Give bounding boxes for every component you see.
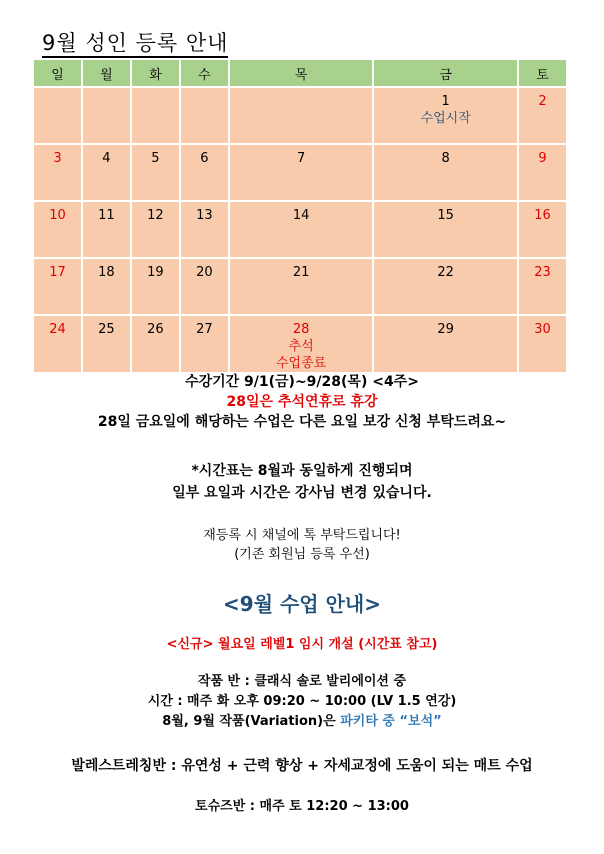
calendar-week-row	[34, 202, 566, 257]
calendar-day-cell	[230, 259, 373, 314]
work-line-1: 작품 반 : 클래식 솔로 발리에이션 중	[197, 674, 407, 689]
registration-line-2: (기존 회원님 등록 우선)	[234, 547, 370, 562]
day-number: 17	[49, 265, 66, 280]
calendar-day-cell	[374, 259, 517, 314]
calendar-day-cell	[374, 88, 517, 143]
weekday-header: 목	[230, 60, 373, 86]
class-info-heading: <9월 수업 안내>	[223, 592, 381, 616]
work-line-2: 시간 : 매주 화 오후 09:20 ~ 10:00 (LV 1.5 연강)	[147, 694, 457, 709]
day-number: 25	[98, 322, 115, 337]
calendar-day-cell	[519, 316, 566, 372]
calendar-day-cell	[34, 145, 81, 200]
day-number: 9	[538, 151, 547, 166]
calendar-day-cell	[181, 316, 228, 372]
weekday-header: 금	[374, 60, 517, 86]
calendar-week-row	[34, 145, 566, 200]
calendar-body	[34, 88, 566, 372]
registration-note	[0, 526, 604, 564]
makeup-text: 28일 금요일에 해당하는 수업은 다른 요일 보강 신청 부탁드려요~	[97, 414, 507, 430]
calendar-day-cell	[181, 259, 228, 314]
day-number: 6	[200, 151, 209, 166]
calendar-day-cell	[83, 88, 130, 143]
stretch-class-text: 발레스트레칭반 : 유연성 + 근력 향상 + 자세교정에 도움이 되는 매트 수업	[71, 758, 533, 774]
day-number: 5	[151, 151, 160, 166]
weekday-header: 월	[83, 60, 130, 86]
calendar-day-cell	[181, 145, 228, 200]
weekday-header: 화	[132, 60, 179, 86]
calendar-week-row	[34, 88, 566, 143]
new-class-text: <신규> 월요일 레벨1 임시 개설 (시간표 참고)	[166, 637, 438, 652]
schedule-line-1: *시간표는 8월과 동일하게 진행되며	[191, 463, 413, 479]
work-class-block	[0, 672, 604, 732]
work-line-3	[0, 712, 604, 732]
day-note: 추석	[288, 339, 314, 354]
calendar-day-cell	[132, 259, 179, 314]
day-number: 24	[49, 322, 66, 337]
calendar-day-cell	[519, 202, 566, 257]
day-number: 3	[53, 151, 62, 166]
calendar-day-cell	[34, 88, 81, 143]
day-number: 13	[196, 208, 213, 223]
holiday-text: 28일은 추석연휴로 휴강	[226, 394, 378, 410]
day-number: 26	[147, 322, 164, 337]
day-number: 21	[292, 265, 310, 280]
day-number: 30	[534, 322, 551, 337]
day-number: 18	[98, 265, 115, 280]
calendar-week-row	[34, 316, 566, 372]
day-number: 4	[102, 151, 111, 166]
notice-block	[0, 372, 604, 432]
toe-class-text: 토슈즈반 : 매주 토 12:20 ~ 13:00	[195, 799, 409, 814]
day-number: 15	[437, 208, 454, 223]
calendar-day-cell	[83, 259, 130, 314]
calendar-day-cell	[132, 316, 179, 372]
day-number: 8	[441, 151, 450, 166]
day-number: 19	[147, 265, 164, 280]
calendar-day-cell	[374, 202, 517, 257]
calendar-day-cell	[374, 145, 517, 200]
work-line-3-highlight: 파키타 중 “보석”	[340, 714, 442, 729]
calendar-day-cell	[230, 316, 373, 372]
page-title: 9월 성인 등록 안내	[42, 30, 228, 58]
calendar-day-cell	[181, 202, 228, 257]
calendar-day-cell	[519, 259, 566, 314]
calendar-day-cell	[132, 202, 179, 257]
weekday-header-row	[34, 60, 566, 86]
day-number: 29	[437, 322, 454, 337]
calendar-day-cell	[34, 316, 81, 372]
calendar-day-cell	[83, 202, 130, 257]
calendar-day-cell	[132, 88, 179, 143]
calendar-day-cell	[83, 145, 130, 200]
schedule-line-2: 일부 요일과 시간은 강사님 변경 있습니다.	[172, 485, 432, 501]
work-line-3-prefix: 8월, 9월 작품(Variation)은	[162, 714, 336, 729]
calendar-day-cell	[181, 88, 228, 143]
day-number: 12	[147, 208, 164, 223]
weekday-header: 일	[34, 60, 81, 86]
calendar-day-cell	[230, 145, 373, 200]
calendar-day-cell	[230, 202, 373, 257]
day-number: 1	[441, 94, 450, 109]
day-number: 23	[534, 265, 551, 280]
weekday-header: 수	[181, 60, 228, 86]
calendar-day-cell	[34, 202, 81, 257]
calendar-day-cell	[34, 259, 81, 314]
calendar-week-row	[34, 259, 566, 314]
day-number: 22	[437, 265, 454, 280]
day-number: 28	[292, 322, 310, 337]
day-note: 수업시작	[420, 111, 471, 126]
calendar-day-cell	[132, 145, 179, 200]
day-number: 16	[534, 208, 551, 223]
day-number: 7	[296, 151, 306, 166]
day-note: 수업종료	[275, 356, 327, 371]
day-number: 20	[196, 265, 213, 280]
day-number: 11	[98, 208, 115, 223]
calendar-day-cell	[83, 316, 130, 372]
day-number: 2	[538, 94, 547, 109]
weekday-header: 토	[519, 60, 566, 86]
calendar	[32, 58, 568, 374]
day-number: 27	[196, 322, 213, 337]
calendar-day-cell	[374, 316, 517, 372]
schedule-note	[0, 460, 604, 504]
period-text: 수강기간 9/1(금)~9/28(목) <4주>	[185, 374, 419, 390]
registration-line-1: 재등록 시 채널에 톡 부탁드립니다!	[203, 528, 401, 543]
day-number: 14	[292, 208, 310, 223]
calendar-day-cell	[519, 88, 566, 143]
calendar-day-cell	[230, 88, 373, 143]
calendar-day-cell	[519, 145, 566, 200]
day-number: 10	[49, 208, 66, 223]
